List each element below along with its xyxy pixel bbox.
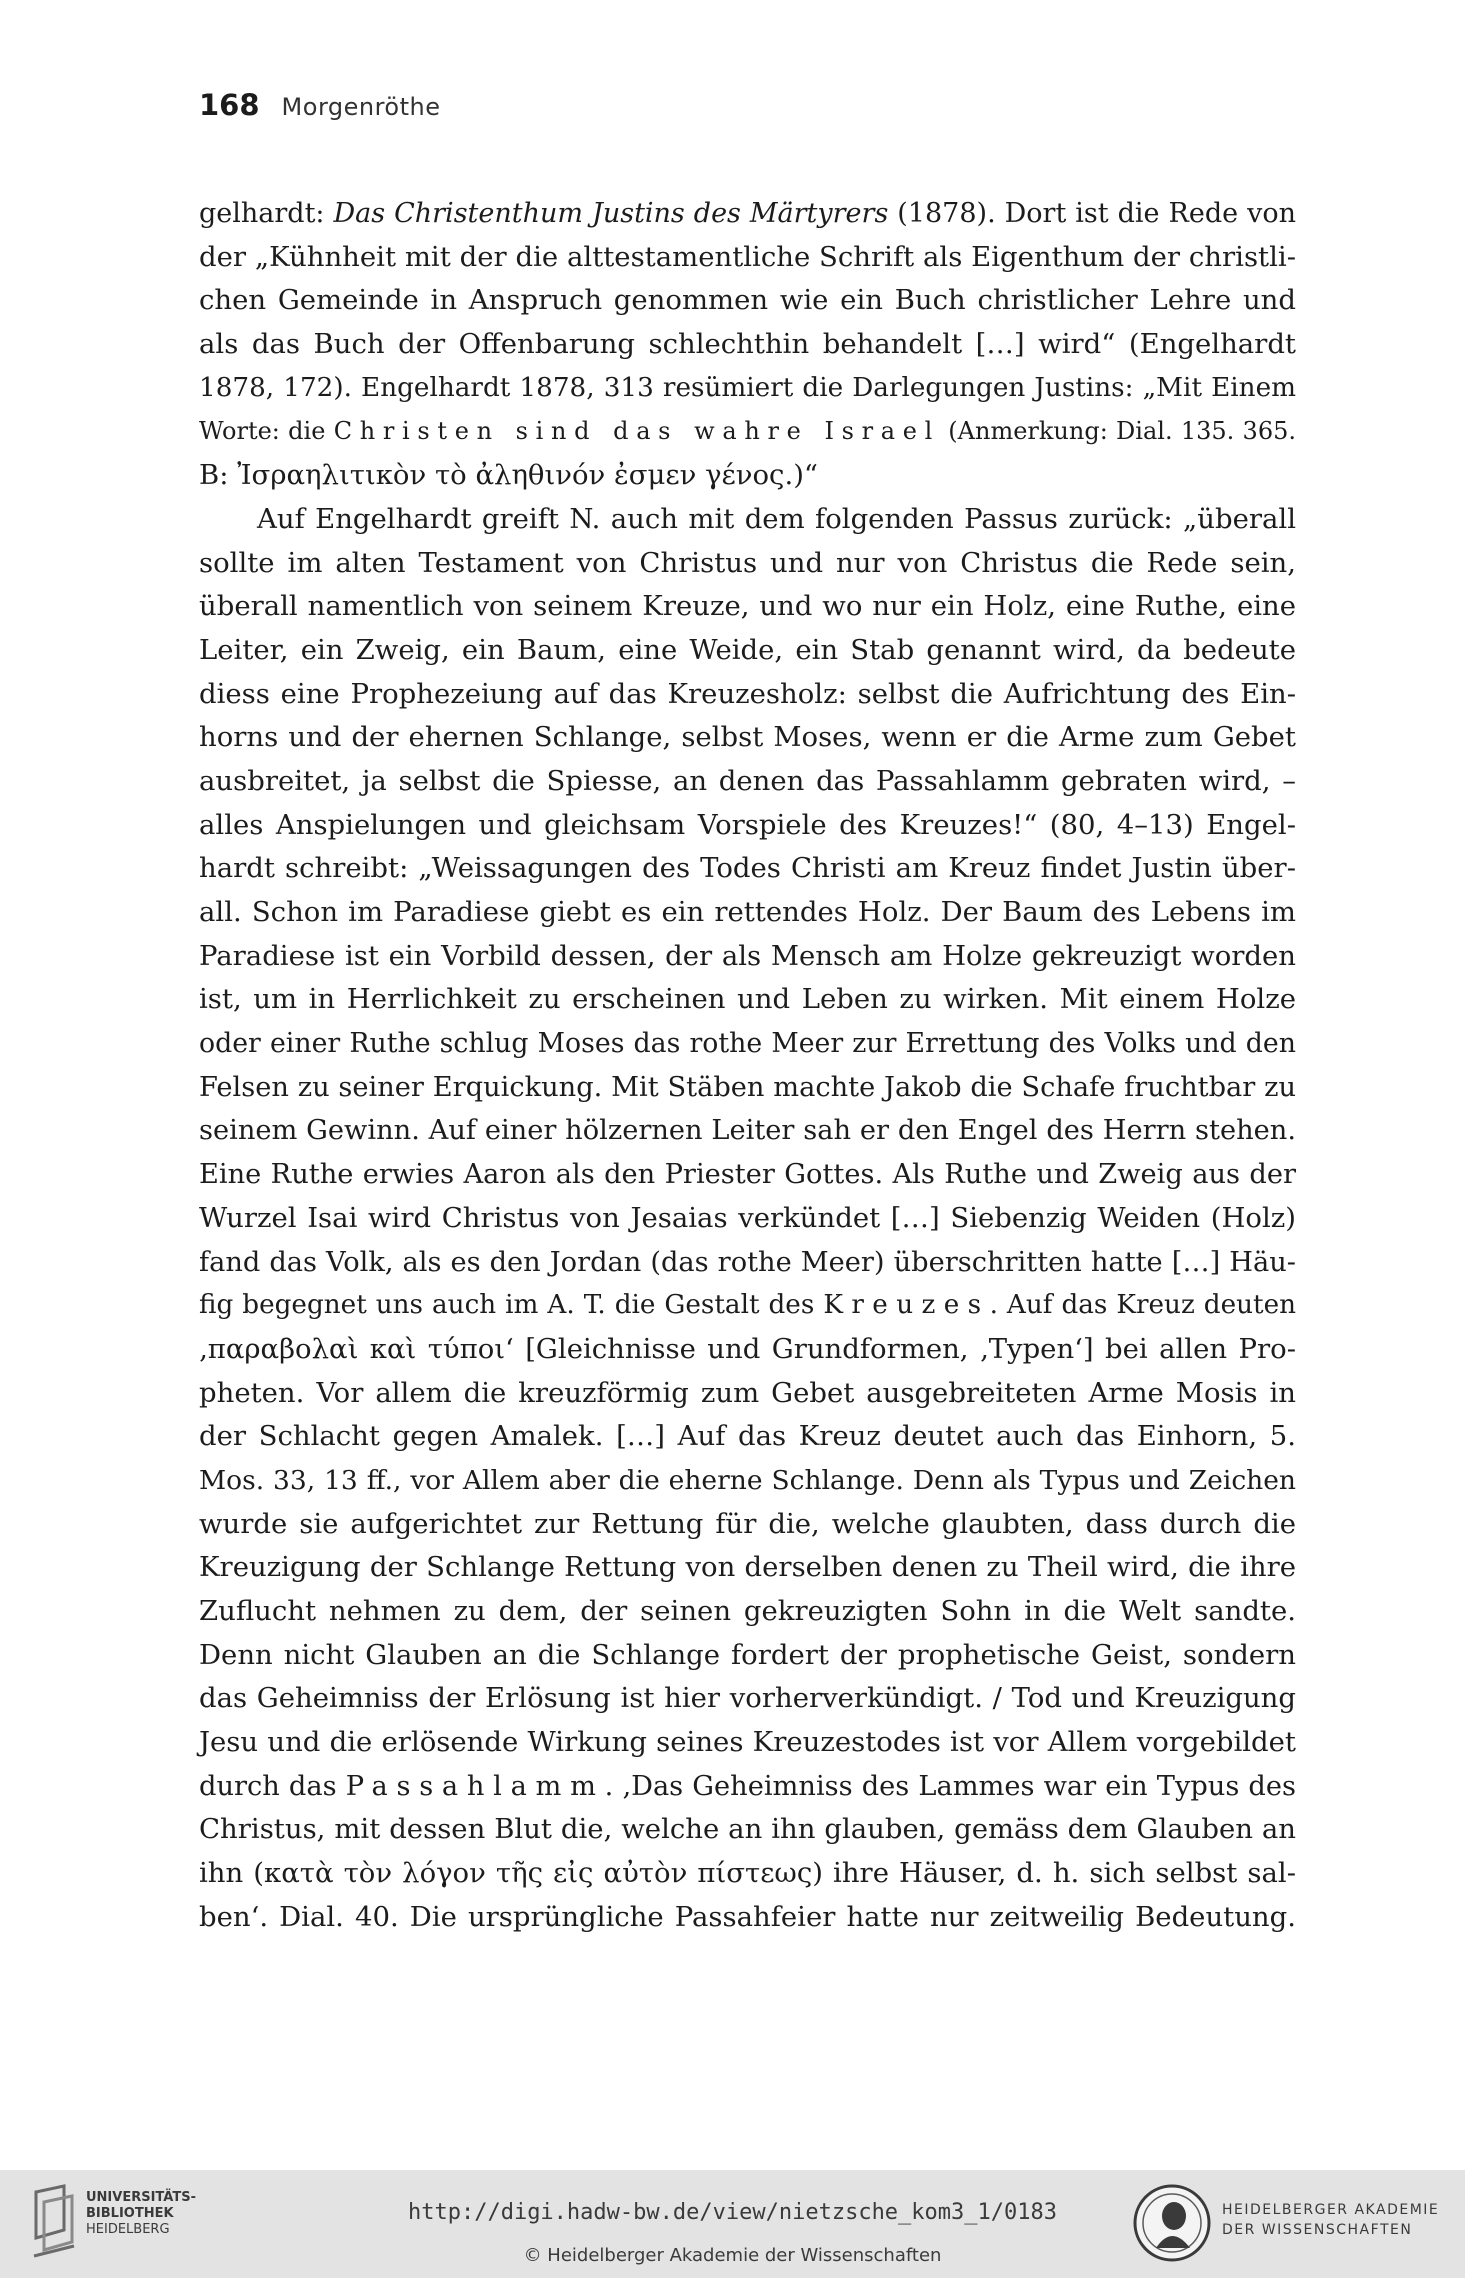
text-line: Denn nicht Glauben an die Schlange fordert der prophetische Geist, sondern [199, 1638, 1296, 1671]
text-line: B: Ἰσραηλιτικὸν τὸ ἀληθινόν ἐσμεν γένος.)“ [199, 459, 818, 492]
text-line: Christus, mit dessen Blut die, welche an ihn glauben, gemäss dem Glauben an [199, 1813, 1296, 1846]
spaced-emphasis: Passahlamm [345, 1770, 605, 1802]
academy-seal-icon [1132, 2180, 1212, 2266]
text-line: gelhardt: Das Christenthum Justins des Märtyrers (1878). Dort ist die Rede von [199, 198, 1296, 229]
text-line: Wurzel Isai wird Christus von Jesaias verkündet […] Siebenzig Weiden (Holz) [199, 1201, 1296, 1234]
text-line: alles Anspielungen und gleichsam Vorspiele des Kreuzes!“ (80, 4–13) Engel- [199, 808, 1296, 841]
text-line: oder einer Ruthe schlug Moses das rothe Meer zur Errettung des Volks und den [199, 1028, 1296, 1060]
text-line: Leiter, ein Zweig, ein Baum, eine Weide, ein Stab genannt wird, da bedeute [199, 633, 1296, 666]
source-url[interactable]: http://digi.hadw-bw.de/view/nietzsche_kom3_1/0183 [407, 2200, 1057, 2225]
text-line: fand das Volk, als es den Jordan (das rothe Meer) überschritten hatte […] Häu- [199, 1246, 1296, 1278]
text-line: ausbreitet, ja selbst die Spiesse, an denen das Passahlamm gebraten wird, – [199, 764, 1296, 797]
text-line: Zuflucht nehmen zu dem, der seinen gekreuzigten Sohn in die Welt sandte. [199, 1595, 1296, 1627]
text-line: Felsen zu seiner Erquickung. Mit Stäben machte Jakob die Schafe fruchtbar zu [199, 1071, 1296, 1103]
text-line: horns und der ehernen Schlange, selbst Moses, wenn er die Arme zum Gebet [199, 721, 1296, 754]
text-line: ‚παραβολαὶ καὶ τύποι‘ [Gleichnisse und Grundformen, ‚Typen‘] bei allen Pro- [199, 1332, 1296, 1365]
body-text [199, 192, 1296, 1940]
text-line: fig begegnet uns auch im A. T. die Gestalt des Kreuzes. Auf das Kreuz deuten [199, 1290, 1297, 1321]
text-line: überall namentlich von seinem Kreuze, und wo nur ein Holz, eine Ruthe, eine [199, 590, 1296, 623]
text-line: wurde sie aufgerichtet zur Rettung für die, welche glaubten, dass durch die [199, 1507, 1296, 1540]
text-line: chen Gemeinde in Anspruch genommen wie ein Buch christlicher Lehre und [199, 284, 1296, 317]
text-line: ihn (κατὰ τὸν λόγον τῆς εἰς αὐτὸν πίστεως) ihre Häuser, d. h. sich selbst sal- [199, 1857, 1296, 1890]
book-title: Das Christenthum Justins des Märtyrers [333, 198, 889, 229]
library-name: UNIVERSITÄTS- BIBLIOTHEK HEIDELBERG [86, 2190, 196, 2237]
text-line: das Geheimniss der Erlösung ist hier vorherverkündigt. / Tod und Kreuzigung [199, 1682, 1296, 1715]
text-line: Kreuzigung der Schlange Rettung von derselben denen zu Theil wird, die ihre [199, 1551, 1296, 1584]
text-line: Paradiese ist ein Vorbild dessen, der als Mensch am Holze gekreuzigt worden [199, 939, 1296, 972]
text-line: ben‘. Dial. 40. Die ursprüngliche Passahfeier hatte nur zeitweilig Bedeutung. [199, 1900, 1296, 1933]
spaced-emphasis: Christen sind das wahre Israel [333, 417, 941, 446]
text-line: pheten. Vor allem die kreuzförmig zum Gebet ausgebreiteten Arme Mosis in [199, 1376, 1296, 1409]
page-number: 168 [199, 88, 260, 122]
text-line: hardt schreibt: „Weissagungen des Todes Christi am Kreuz findet Justin über- [199, 852, 1296, 885]
spaced-emphasis: Kreuzes [823, 1290, 990, 1321]
running-title: Morgenröthe [281, 93, 441, 121]
text-line: Worte: die Christen sind das wahre Israel (Anmerkung: Dial. 135. 365. [199, 417, 1296, 446]
text-line: seinem Gewinn. Auf einer hölzernen Leiter sah er den Engel des Herrn stehen. [199, 1115, 1296, 1147]
text-line: diess eine Prophezeiung auf das Kreuzesholz: selbst die Aufrichtung des Ein- [199, 677, 1296, 710]
text-line: all. Schon im Paradiese giebt es ein rettendes Holz. Der Baum des Lebens im [199, 896, 1296, 928]
text-line: Jesu und die erlösende Wirkung seines Kreuzestodes ist vor Allem vorgebildet [199, 1726, 1296, 1759]
text-line: 1878, 172). Engelhardt 1878, 313 resümiert die Darlegungen Justins: „Mit Einem [199, 372, 1296, 403]
text-line: ist, um in Herrlichkeit zu erscheinen und Leben zu wirken. Mit einem Holze [199, 983, 1296, 1016]
academy-name: HEIDELBERGER AKADEMIE DER WISSENSCHAFTEN [1222, 2202, 1440, 2238]
page-header [199, 88, 441, 128]
text-line: der „Kühnheit mit der die alttestamentliche Schrift als Eigenthum der christli- [199, 240, 1296, 273]
text-line: durch das Passahlamm. ‚Das Geheimniss des Lammes war ein Typus des [199, 1770, 1296, 1802]
text-line: Mos. 33, 13 ff., vor Allem aber die eherne Schlange. Denn als Typus und Zeichen [199, 1464, 1296, 1496]
footer-bar [0, 2170, 1465, 2278]
text-line: sollte im alten Testament von Christus und nur von Christus die Rede sein, [199, 546, 1296, 579]
text-line: als das Buch der Offenbarung schlechthin behandelt […] wird“ (Engelhardt [199, 328, 1296, 361]
text-line: der Schlacht gegen Amalek. […] Auf das Kreuz deutet auch das Einhorn, 5. [199, 1420, 1296, 1453]
text-line: Eine Ruthe erwies Aaron als den Priester Gottes. Als Ruthe und Zweig aus der [199, 1159, 1296, 1191]
text-line: Auf Engelhardt greift N. auch mit dem folgenden Passus zurück: „überall [257, 502, 1296, 535]
copyright-notice: © Heidelberger Akademie der Wissenschaften [523, 2245, 942, 2266]
